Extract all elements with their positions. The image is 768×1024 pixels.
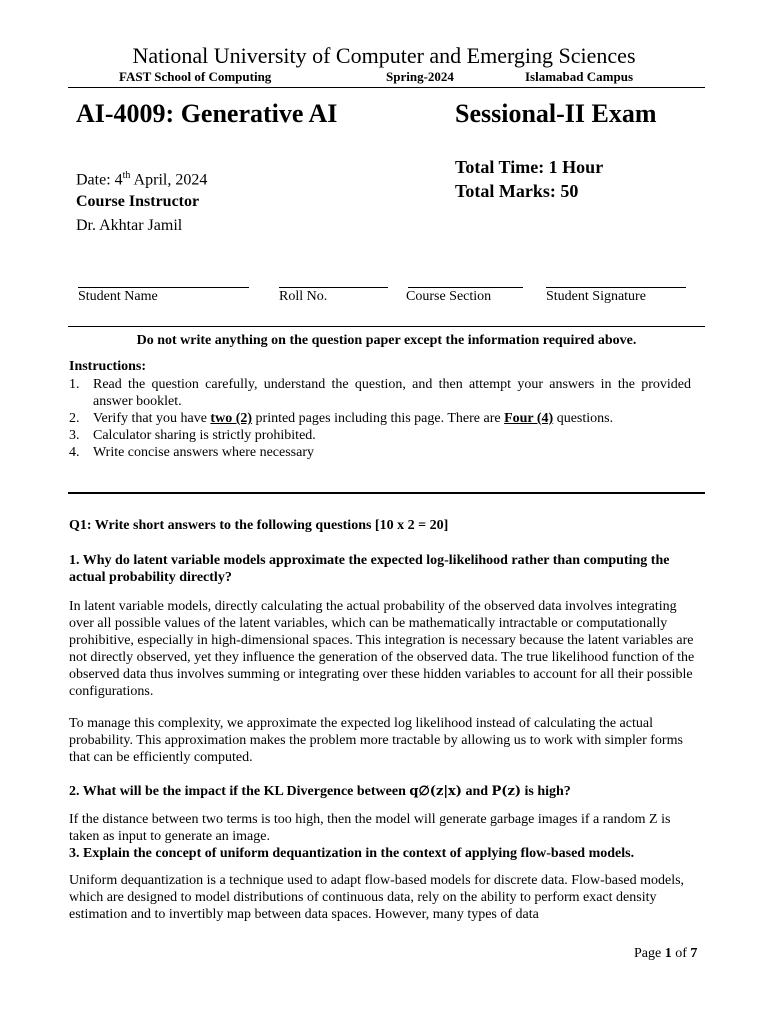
answer-2: If the distance between two terms is too high, then the model will generate garbage images if a random Z is taken as input to generate an image. — [69, 812, 671, 844]
exam-title: Sessional-II Exam — [455, 99, 657, 128]
list-item: 3. Calculator sharing is strictly prohibited. — [69, 428, 316, 443]
campus: Islamabad Campus — [525, 69, 634, 84]
answer-1-paragraph-2: To manage this complexity, we approximate the expected log likelihood instead of calculating the actual probability. This approximation makes the problem more tractable by allowing us to work with simpler forms that can be efficiently computed. — [69, 716, 683, 765]
course-title: AI-4009: Generative AI — [76, 99, 338, 128]
header-divider — [68, 87, 705, 88]
fields-divider — [68, 326, 705, 327]
semester: Spring-2024 — [386, 69, 454, 84]
answer-3: Uniform dequantization is a technique used to adapt flow-based models for discrete data. Flow-based models, which are designed to model distributions of continuous data, rely on the ability to perform exact density estimation and to invertibly map between data spaces. However, many types of data — [69, 873, 685, 922]
list-item: 4. Write concise answers where necessary — [69, 445, 314, 460]
roll-no-label: Roll No. — [279, 289, 328, 304]
student-name-line[interactable] — [78, 287, 249, 288]
question-3: 3. Explain the concept of uniform dequantization in the context of applying flow-based models. — [69, 846, 635, 861]
instructor-name: Dr. Akhtar Jamil — [76, 217, 183, 234]
instructor-label: Course Instructor — [76, 193, 200, 210]
instructions-heading: Instructions: — [69, 359, 147, 374]
course-section-label: Course Section — [406, 289, 492, 304]
section-divider — [68, 492, 705, 494]
question-2: 2. What will be the impact if the KL Divergence between q∅(z|x) and P(z) is high? — [69, 784, 571, 799]
warning-text: Do not write anything on the question paper except the information required above. — [136, 333, 637, 348]
exam-date: Date: 4th April, 2024 — [76, 170, 208, 189]
school-name: FAST School of Computing — [119, 69, 272, 84]
page-number: Page 1 of 7 — [634, 946, 698, 961]
roll-no-line[interactable] — [279, 287, 388, 288]
student-name-label: Student Name — [78, 289, 158, 304]
question-1: 1. Why do latent variable models approximate the expected log-likelihood rather than computing the actual probability directly? — [69, 553, 670, 585]
total-marks: Total Marks: 50 — [455, 181, 579, 201]
student-signature-label: Student Signature — [546, 289, 646, 304]
course-section-line[interactable] — [408, 287, 523, 288]
list-item: 2. Verify that you have two (2) printed pages including this page. There are Four (4) questions. — [69, 411, 614, 426]
total-time: Total Time: 1 Hour — [455, 157, 604, 177]
university-name: National University of Computer and Emerging Sciences — [132, 43, 636, 68]
instructions-list — [69, 376, 691, 461]
list-item: 1. Read the question carefully, understand the question, and then attempt your answers in the provided answer booklet. — [69, 377, 691, 409]
q1-heading: Q1: Write short answers to the following questions [10 x 2 = 20] — [69, 518, 449, 533]
student-signature-line[interactable] — [546, 287, 686, 288]
answer-1-paragraph-1: In latent variable models, directly calculating the actual probability of the observed data involves integrating over all possible values of the latent variables, which can be mathematically intractable or computationally prohibitive, especially in high-dimensional spaces. This integration is necessary because the latent variables are not directly observed, yet they influence the generation of the observed data. The true likelihood function of the observed data thus involves summing or integrating over these hidden variables to account for all their possible configurations. — [69, 599, 695, 699]
